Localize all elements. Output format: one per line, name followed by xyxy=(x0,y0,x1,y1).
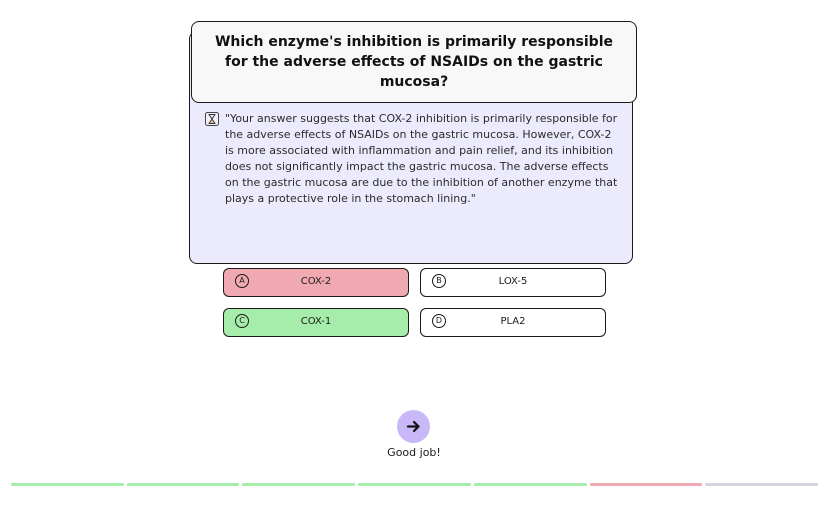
hourglass-icon xyxy=(205,112,219,126)
progress-bar xyxy=(11,483,818,486)
option-letter: A xyxy=(235,274,249,288)
option-label: LOX-5 xyxy=(498,276,528,287)
progress-segment xyxy=(127,483,240,486)
progress-segment xyxy=(358,483,471,486)
option-c-button[interactable] xyxy=(223,308,409,337)
progress-segment xyxy=(242,483,355,486)
feedback-message: Good job! xyxy=(387,446,441,459)
option-label: PLA2 xyxy=(500,316,526,327)
option-label: COX-2 xyxy=(300,276,332,287)
option-letter: C xyxy=(235,314,249,328)
progress-segment xyxy=(11,483,124,486)
option-letter: D xyxy=(432,314,446,328)
option-a-button[interactable] xyxy=(223,268,409,297)
option-d-button[interactable] xyxy=(420,308,606,337)
arrow-right-icon xyxy=(406,419,421,434)
explanation-text: "Your answer suggests that COX-2 inhibition is primarily responsible for the adverse effects of NSAIDs on the gastric mucosa. However, COX-2 is more associated with inflammation and pain relief, and its inhibition does not significantly impact the gastric mucosa. The adverse effects on the gastric mucosa are due to the inhibition of another enzyme that plays a protective role in the stomach lining." xyxy=(225,112,618,205)
question-card xyxy=(191,21,637,103)
progress-segment xyxy=(590,483,703,486)
question-text: Which enzyme's inhibition is primarily responsible for the adverse effects of NSAIDs on the gastric mucosa? xyxy=(214,34,613,90)
option-b-button[interactable] xyxy=(420,268,606,297)
progress-segment xyxy=(474,483,587,486)
option-label: COX-1 xyxy=(300,316,332,327)
option-letter: B xyxy=(432,274,446,288)
progress-segment xyxy=(705,483,818,486)
next-button[interactable] xyxy=(397,410,430,443)
